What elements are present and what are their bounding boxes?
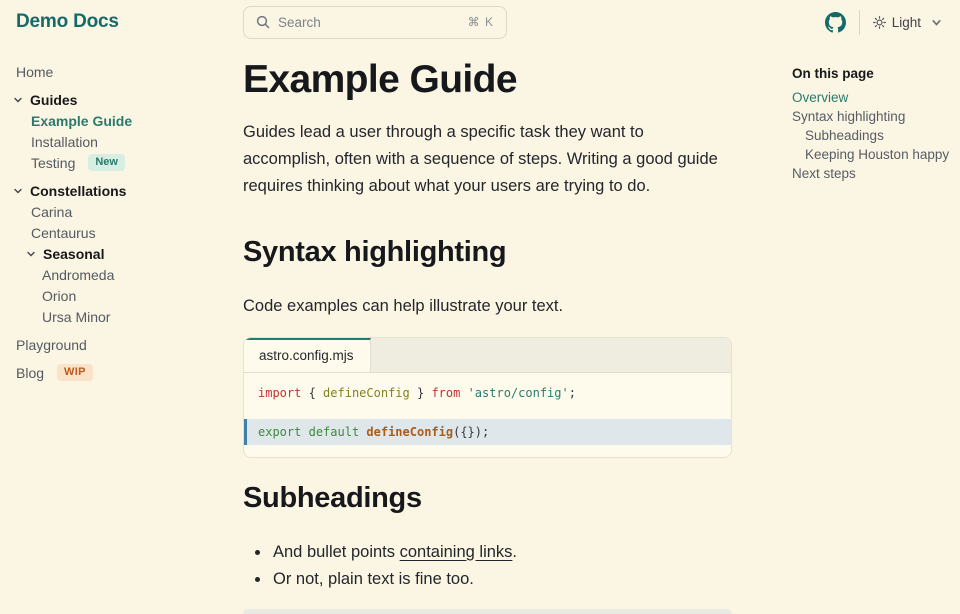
sidebar-item-label: Andromeda	[42, 266, 115, 283]
chevron-down-icon	[931, 17, 942, 28]
code-line-highlighted	[244, 419, 731, 445]
theme-label: Light	[891, 14, 921, 30]
code-token: defineConfig	[366, 424, 454, 439]
code-token: defineConfig	[323, 385, 410, 400]
search-input[interactable]	[243, 6, 507, 39]
code-token: default	[308, 424, 360, 439]
next-code-block-edge	[243, 609, 732, 614]
content-link[interactable]: containing links	[399, 542, 513, 561]
code-token: ({});	[453, 424, 490, 439]
search-placeholder: Search	[278, 14, 321, 30]
bullet-list	[243, 539, 732, 593]
code-tab-filename[interactable]: astro.config.mjs	[244, 338, 371, 372]
sidebar-item-label: Installation	[31, 133, 98, 150]
sidebar-item-orion[interactable]	[0, 285, 243, 306]
chevron-down-icon	[13, 95, 23, 105]
sidebar-item-label: Home	[16, 63, 54, 80]
code-line	[244, 404, 731, 419]
sidebar-item-example-guide[interactable]	[0, 110, 243, 131]
sidebar-item-label: Example Guide	[31, 112, 133, 129]
code-token: 'astro/config'	[467, 385, 569, 400]
list-item-text: Or not, plain text is fine too.	[273, 569, 474, 588]
code-token: ;	[568, 385, 576, 400]
heading-subheadings: Subheadings	[243, 481, 422, 514]
sidebar-item-testing[interactable]	[0, 152, 243, 173]
github-icon[interactable]	[825, 12, 846, 33]
sidebar-item-label: Guides	[30, 91, 78, 108]
sidebar-item-carina[interactable]	[0, 201, 243, 222]
toc-title: On this page	[792, 66, 874, 81]
code-token	[460, 386, 467, 400]
toc-sidebar	[748, 44, 949, 180]
heading-syntax-highlighting: Syntax highlighting	[243, 236, 507, 268]
code-token: import	[258, 385, 302, 400]
sidebar-group-seasonal[interactable]	[0, 243, 243, 264]
sidebar-nav	[0, 44, 243, 383]
sidebar-group-constellations[interactable]	[0, 180, 243, 201]
list-item-text: .	[512, 542, 518, 561]
sidebar-item-label: Ursa Minor	[42, 308, 111, 325]
sidebar-item-label: Constellations	[30, 182, 127, 199]
toc-list	[792, 91, 949, 180]
toc-item-next-steps[interactable]: Next steps	[792, 166, 856, 181]
sidebar-item-label: Playground	[16, 336, 87, 353]
search-shortcut: ⌘ K	[467, 15, 494, 29]
sidebar-group-guides[interactable]	[0, 89, 243, 110]
toc-item-keeping-houston-happy[interactable]: Keeping Houston happy	[805, 147, 950, 162]
sidebar-item-centaurus[interactable]	[0, 222, 243, 243]
sidebar-item-label: Centaurus	[31, 224, 96, 241]
chevron-down-icon	[13, 186, 23, 196]
header-divider	[859, 10, 860, 35]
code-token: }	[409, 385, 432, 400]
toc-item-overview[interactable]: Overview	[792, 90, 849, 105]
logo-wrap	[0, 11, 243, 33]
sidebar-item-label: Blog	[16, 364, 45, 381]
code-tabbar	[244, 338, 731, 373]
list-item-text: And bullet points	[273, 542, 400, 561]
toc-item-subheadings[interactable]: Subheadings	[805, 128, 884, 143]
search-icon	[256, 15, 270, 29]
main-content	[243, 44, 748, 614]
badge-wip: WIP	[57, 364, 93, 381]
code-area[interactable]	[244, 373, 731, 457]
sidebar-item-label: Seasonal	[43, 245, 105, 262]
header-actions	[825, 10, 960, 35]
code-line	[244, 382, 731, 404]
code-token: export	[258, 424, 302, 439]
code-token: {	[301, 385, 324, 400]
list-item	[271, 566, 732, 593]
list-item	[271, 539, 732, 566]
sidebar-item-home[interactable]	[0, 61, 243, 82]
sidebar-item-andromeda[interactable]	[0, 264, 243, 285]
sidebar-item-label: Testing	[31, 154, 76, 171]
theme-select[interactable]	[873, 15, 942, 30]
badge-new: New	[88, 154, 125, 171]
sidebar-item-ursa-minor[interactable]	[0, 306, 243, 327]
page-title: Example Guide	[243, 58, 517, 101]
code-token	[301, 425, 308, 439]
syntax-section-text: Code examples can help illustrate your text.	[243, 297, 564, 316]
sidebar-item-label: Carina	[31, 203, 73, 220]
sidebar-item-installation[interactable]	[0, 131, 243, 152]
site-logo[interactable]: Demo Docs	[16, 11, 119, 32]
sidebar-item-label: Orion	[42, 287, 77, 304]
page-layout	[0, 44, 960, 614]
toc-item-syntax-highlighting[interactable]: Syntax highlighting	[792, 109, 906, 124]
code-token: from	[431, 385, 461, 400]
chevron-down-icon	[26, 249, 36, 259]
code-block	[243, 337, 732, 458]
intro-paragraph: Guides lead a user through a specific task they want to accomplish, often with a sequence of steps. Writing a good guide requires thinking about what your users are trying to do.	[243, 123, 718, 195]
sidebar-item-blog[interactable]	[0, 362, 243, 383]
site-header	[0, 0, 960, 44]
sun-icon	[873, 16, 886, 29]
sidebar-item-playground[interactable]	[0, 334, 243, 355]
